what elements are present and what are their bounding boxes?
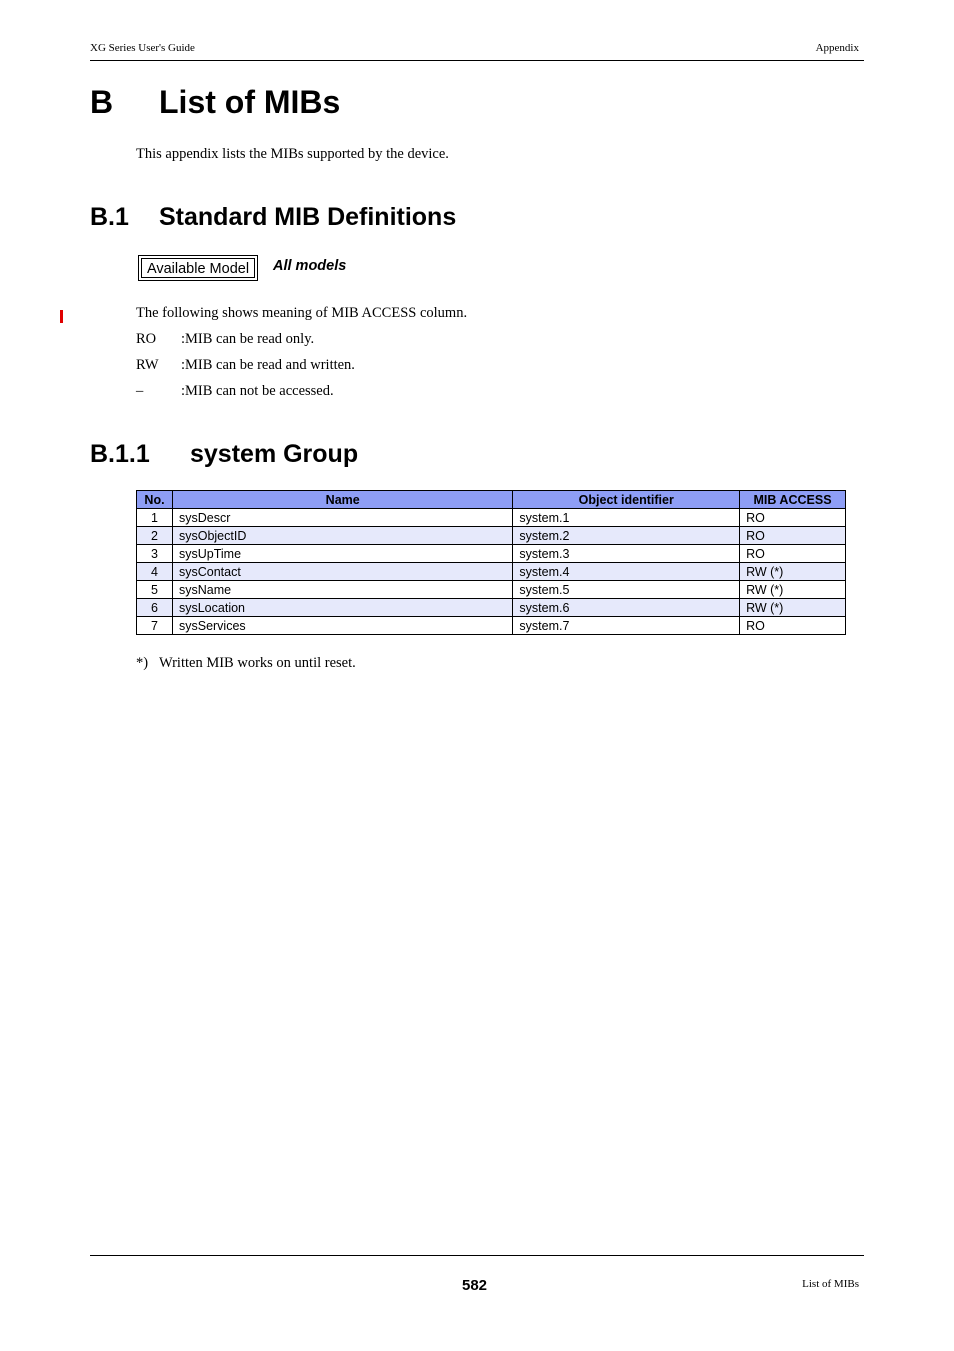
table-row <box>137 527 846 545</box>
running-footer-right: List of MIBs <box>802 1278 859 1290</box>
table-row <box>137 617 846 635</box>
legend-code-none: – <box>136 383 144 399</box>
running-header-right: Appendix <box>815 42 859 54</box>
col-header-access: MIB ACCESS <box>740 491 846 509</box>
cell-access: RO <box>740 509 846 527</box>
cell-oid: system.1 <box>513 509 740 527</box>
cell-oid: system.7 <box>513 617 740 635</box>
section-number: B.1 <box>90 203 129 231</box>
cell-oid: system.2 <box>513 527 740 545</box>
legend-code-ro: RO <box>136 331 157 347</box>
change-bar-mark <box>60 310 63 323</box>
cell-name: sysContact <box>172 563 512 581</box>
intro-text: This appendix lists the MIBs supported by the device. <box>136 146 449 162</box>
section-title: Standard MIB Definitions <box>159 203 457 231</box>
col-header-no: No. <box>137 491 173 509</box>
legend-desc-rw: :MIB can be read and written. <box>181 357 355 373</box>
cell-access: RW (*) <box>740 581 846 599</box>
cell-access: RW (*) <box>740 599 846 617</box>
cell-name: sysName <box>172 581 512 599</box>
table-row <box>137 581 846 599</box>
appendix-letter: B <box>90 84 114 120</box>
table-row <box>137 509 846 527</box>
footer-rule <box>90 1255 864 1256</box>
col-header-name: Name <box>172 491 512 509</box>
legend-desc-none: :MIB can not be accessed. <box>181 383 334 399</box>
subsection-number: B.1.1 <box>90 440 150 468</box>
cell-no: 4 <box>137 563 173 581</box>
table-row <box>137 599 846 617</box>
table-header-row <box>137 491 846 509</box>
cell-name: sysObjectID <box>172 527 512 545</box>
legend-desc-ro: :MIB can be read only. <box>181 331 315 347</box>
cell-no: 5 <box>137 581 173 599</box>
footnote-text: Written MIB works on until reset. <box>159 655 356 671</box>
cell-no: 6 <box>137 599 173 617</box>
available-model-box <box>138 255 258 281</box>
table-row <box>137 563 846 581</box>
footnote-mark: *) <box>136 655 149 671</box>
cell-no: 7 <box>137 617 173 635</box>
cell-name: sysUpTime <box>172 545 512 563</box>
cell-oid: system.4 <box>513 563 740 581</box>
cell-name: sysServices <box>172 617 512 635</box>
access-intro: The following shows meaning of MIB ACCESS column. <box>136 305 468 321</box>
table-row <box>137 545 846 563</box>
cell-no: 3 <box>137 545 173 563</box>
cell-access: RO <box>740 527 846 545</box>
cell-access: RW (*) <box>740 563 846 581</box>
subsection-title: system Group <box>190 440 359 468</box>
cell-oid: system.3 <box>513 545 740 563</box>
cell-no: 1 <box>137 509 173 527</box>
col-header-oid: Object identifier <box>513 491 740 509</box>
cell-oid: system.5 <box>513 581 740 599</box>
available-model-value: All models <box>273 258 347 274</box>
legend-code-rw: RW <box>136 357 159 373</box>
running-header-left: XG Series User's Guide <box>90 42 195 54</box>
available-model-label: Available Model <box>141 258 255 278</box>
cell-access: RO <box>740 545 846 563</box>
cell-oid: system.6 <box>513 599 740 617</box>
header-rule <box>90 60 864 61</box>
cell-access: RO <box>740 617 846 635</box>
cell-name: sysLocation <box>172 599 512 617</box>
cell-name: sysDescr <box>172 509 512 527</box>
mib-table <box>136 490 846 635</box>
cell-no: 2 <box>137 527 173 545</box>
page-number: 582 <box>462 1277 488 1294</box>
page-title: List of MIBs <box>159 84 341 120</box>
